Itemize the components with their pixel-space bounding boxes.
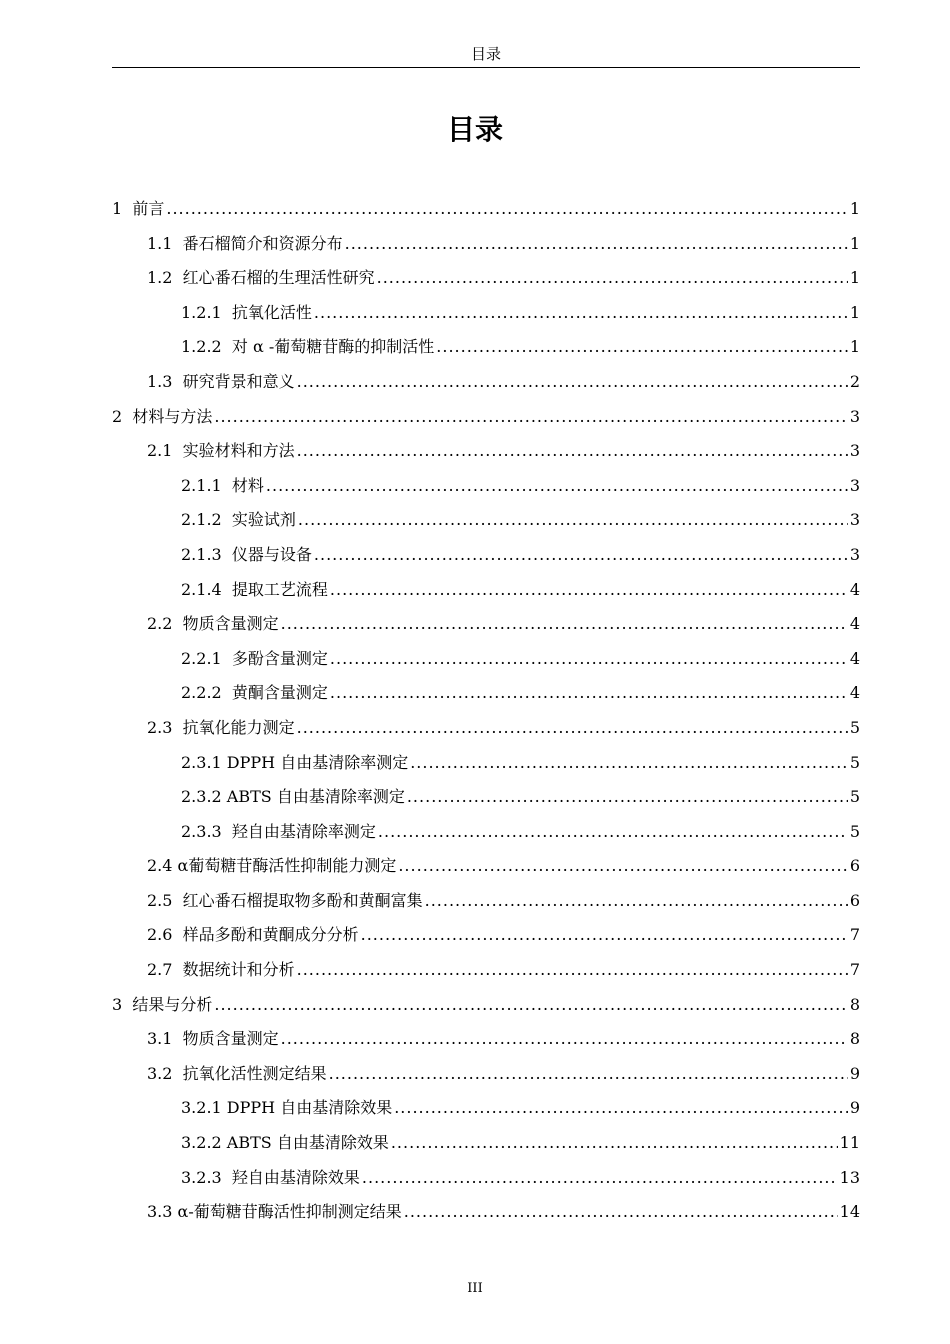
table-of-contents <box>112 198 860 1236</box>
toc-entry-label: 2.4 α葡萄糖苷酶活性抑制能力测定 <box>147 856 397 876</box>
toc-entry-label: 3.3 α-葡萄糖苷酶活性抑制测定结果 <box>147 1202 402 1222</box>
toc-entry[interactable] <box>112 682 860 717</box>
toc-entry-page: 1 <box>849 337 860 357</box>
toc-entry[interactable] <box>112 509 860 544</box>
toc-entry-page: 5 <box>849 717 860 737</box>
toc-entry-label: 3.2 抗氧化活性测定结果 <box>147 1063 327 1083</box>
toc-entry-label: 3.2.1 DPPH 自由基清除效果 <box>181 1098 393 1118</box>
toc-dot-leader <box>378 821 848 843</box>
toc-entry-label: 2.1.2 实验试剂 <box>181 510 296 530</box>
toc-entry-label: 1.2.1 抗氧化活性 <box>181 302 312 322</box>
toc-entry-label: 2.3.1 DPPH 自由基清除率测定 <box>181 752 409 772</box>
toc-dot-leader <box>297 717 848 739</box>
toc-entry-label: 2.7 数据统计和分析 <box>147 960 295 980</box>
toc-entry[interactable] <box>112 336 860 371</box>
toc-entry-page: 1 <box>849 268 860 288</box>
toc-entry-page: 3 <box>849 544 860 564</box>
toc-entry-page: 8 <box>849 1029 860 1049</box>
toc-dot-leader <box>377 267 848 289</box>
toc-entry-page: 3 <box>849 510 860 530</box>
toc-entry-page: 8 <box>849 994 860 1014</box>
toc-entry-page: 5 <box>849 787 860 807</box>
toc-entry-page: 13 <box>839 1167 860 1187</box>
toc-dot-leader <box>281 1028 848 1050</box>
toc-dot-leader <box>298 509 848 531</box>
toc-entry-page: 6 <box>849 856 860 876</box>
toc-entry-page: 5 <box>849 752 860 772</box>
toc-dot-leader <box>394 1097 848 1119</box>
toc-dot-leader <box>391 1132 838 1154</box>
toc-entry-page: 4 <box>849 579 860 599</box>
running-header: 目录 <box>470 45 501 63</box>
toc-dot-leader <box>330 579 848 601</box>
toc-entry-page: 3 <box>849 475 860 495</box>
toc-entry-label: 1.2 红心番石榴的生理活性研究 <box>147 268 375 288</box>
toc-entry[interactable] <box>112 717 860 752</box>
toc-entry-label: 2.2 物质含量测定 <box>147 614 279 634</box>
toc-entry[interactable] <box>112 648 860 683</box>
toc-entry[interactable] <box>112 1132 860 1167</box>
toc-dot-leader <box>398 855 847 877</box>
toc-entry-label: 2.1 实验材料和方法 <box>147 441 295 461</box>
toc-dot-leader <box>436 336 848 358</box>
toc-entry-page: 4 <box>849 614 860 634</box>
toc-entry-label: 3.1 物质含量测定 <box>147 1029 279 1049</box>
toc-entry-label: 1 前言 <box>112 199 165 218</box>
toc-entry[interactable] <box>112 1028 860 1063</box>
toc-dot-leader <box>214 994 847 1016</box>
toc-entry-page: 3 <box>849 406 860 426</box>
toc-dot-leader <box>214 406 847 428</box>
toc-entry[interactable] <box>112 890 860 925</box>
toc-dot-leader <box>266 475 848 497</box>
toc-dot-leader <box>329 1063 848 1085</box>
toc-entry[interactable] <box>112 613 860 648</box>
toc-entry-label: 2.2.2 黄酮含量测定 <box>181 683 328 703</box>
toc-entry-page: 1 <box>849 233 860 253</box>
toc-entry-page: 9 <box>849 1098 860 1118</box>
toc-dot-leader <box>330 648 848 670</box>
toc-entry-label: 3.2.3 羟自由基清除效果 <box>181 1167 360 1187</box>
toc-dot-leader <box>407 786 848 808</box>
toc-entry[interactable] <box>112 752 860 787</box>
toc-entry-label: 2.3.2 ABTS 自由基清除率测定 <box>181 787 405 807</box>
page-number: III <box>467 1281 483 1296</box>
toc-entry-page: 1 <box>849 199 860 218</box>
toc-entry[interactable] <box>112 371 860 406</box>
toc-entry-page: 7 <box>849 960 860 980</box>
page-title: 目录 <box>446 113 503 146</box>
toc-entry-label: 2 材料与方法 <box>112 406 213 426</box>
toc-dot-leader <box>361 924 848 946</box>
toc-entry[interactable] <box>112 855 860 890</box>
toc-entry[interactable] <box>112 924 860 959</box>
toc-entry-page: 4 <box>849 648 860 668</box>
toc-entry-label: 2.5 红心番石榴提取物多酚和黄酮富集 <box>147 890 423 910</box>
toc-entry[interactable] <box>112 544 860 579</box>
toc-dot-leader <box>410 752 848 774</box>
toc-dot-leader <box>314 544 848 566</box>
toc-dot-leader <box>425 890 848 912</box>
toc-entry-label: 3 结果与分析 <box>112 994 213 1014</box>
toc-dot-leader <box>345 233 848 255</box>
toc-entry-label: 1.2.2 对 α -葡萄糖苷酶的抑制活性 <box>181 337 435 357</box>
toc-dot-leader <box>297 371 848 393</box>
toc-entry[interactable] <box>112 821 860 856</box>
toc-entry-page: 3 <box>849 441 860 461</box>
toc-entry-label: 1.3 研究背景和意义 <box>147 371 295 391</box>
toc-entry[interactable] <box>112 440 860 475</box>
toc-dot-leader <box>297 440 848 462</box>
toc-dot-leader <box>166 198 847 220</box>
toc-entry-label: 2.6 样品多酚和黄酮成分分析 <box>147 925 359 945</box>
toc-entry-page: 2 <box>849 371 860 391</box>
toc-entry-label: 2.1.3 仪器与设备 <box>181 544 312 564</box>
toc-entry-page: 4 <box>849 683 860 703</box>
toc-entry[interactable] <box>112 786 860 821</box>
toc-entry-label: 2.3 抗氧化能力测定 <box>147 717 295 737</box>
toc-dot-leader <box>281 613 848 635</box>
toc-entry-page: 7 <box>849 925 860 945</box>
toc-entry-page: 5 <box>849 821 860 841</box>
toc-entry[interactable] <box>112 959 860 994</box>
toc-dot-leader <box>362 1167 838 1189</box>
toc-entry-page: 14 <box>839 1202 860 1222</box>
toc-entry[interactable] <box>112 1063 860 1098</box>
toc-dot-leader <box>297 959 848 981</box>
toc-entry[interactable] <box>112 302 860 337</box>
toc-dot-leader <box>314 302 848 324</box>
toc-entry-page: 9 <box>849 1063 860 1083</box>
toc-entry[interactable] <box>112 406 860 441</box>
toc-entry-page: 1 <box>849 302 860 322</box>
toc-entry-label: 2.1.4 提取工艺流程 <box>181 579 328 599</box>
toc-dot-leader <box>404 1201 838 1223</box>
toc-entry[interactable] <box>112 579 860 614</box>
toc-entry[interactable] <box>112 1097 860 1132</box>
toc-entry[interactable] <box>112 1167 860 1202</box>
toc-entry-label: 1.1 番石榴简介和资源分布 <box>147 233 343 253</box>
toc-dot-leader <box>330 682 848 704</box>
toc-entry-page: 6 <box>849 890 860 910</box>
toc-entry-label: 2.2.1 多酚含量测定 <box>181 648 328 668</box>
toc-entry[interactable] <box>112 994 860 1029</box>
toc-entry[interactable] <box>112 475 860 510</box>
header-rule <box>112 67 860 68</box>
toc-entry[interactable] <box>112 198 860 233</box>
toc-entry-label: 2.3.3 羟自由基清除率测定 <box>181 821 376 841</box>
toc-entry[interactable] <box>112 267 860 302</box>
toc-entry[interactable] <box>112 233 860 268</box>
toc-entry-label: 3.2.2 ABTS 自由基清除效果 <box>181 1133 389 1153</box>
toc-entry[interactable] <box>112 1201 860 1236</box>
toc-entry-label: 2.1.1 材料 <box>181 475 264 495</box>
toc-entry-page: 11 <box>839 1133 860 1153</box>
